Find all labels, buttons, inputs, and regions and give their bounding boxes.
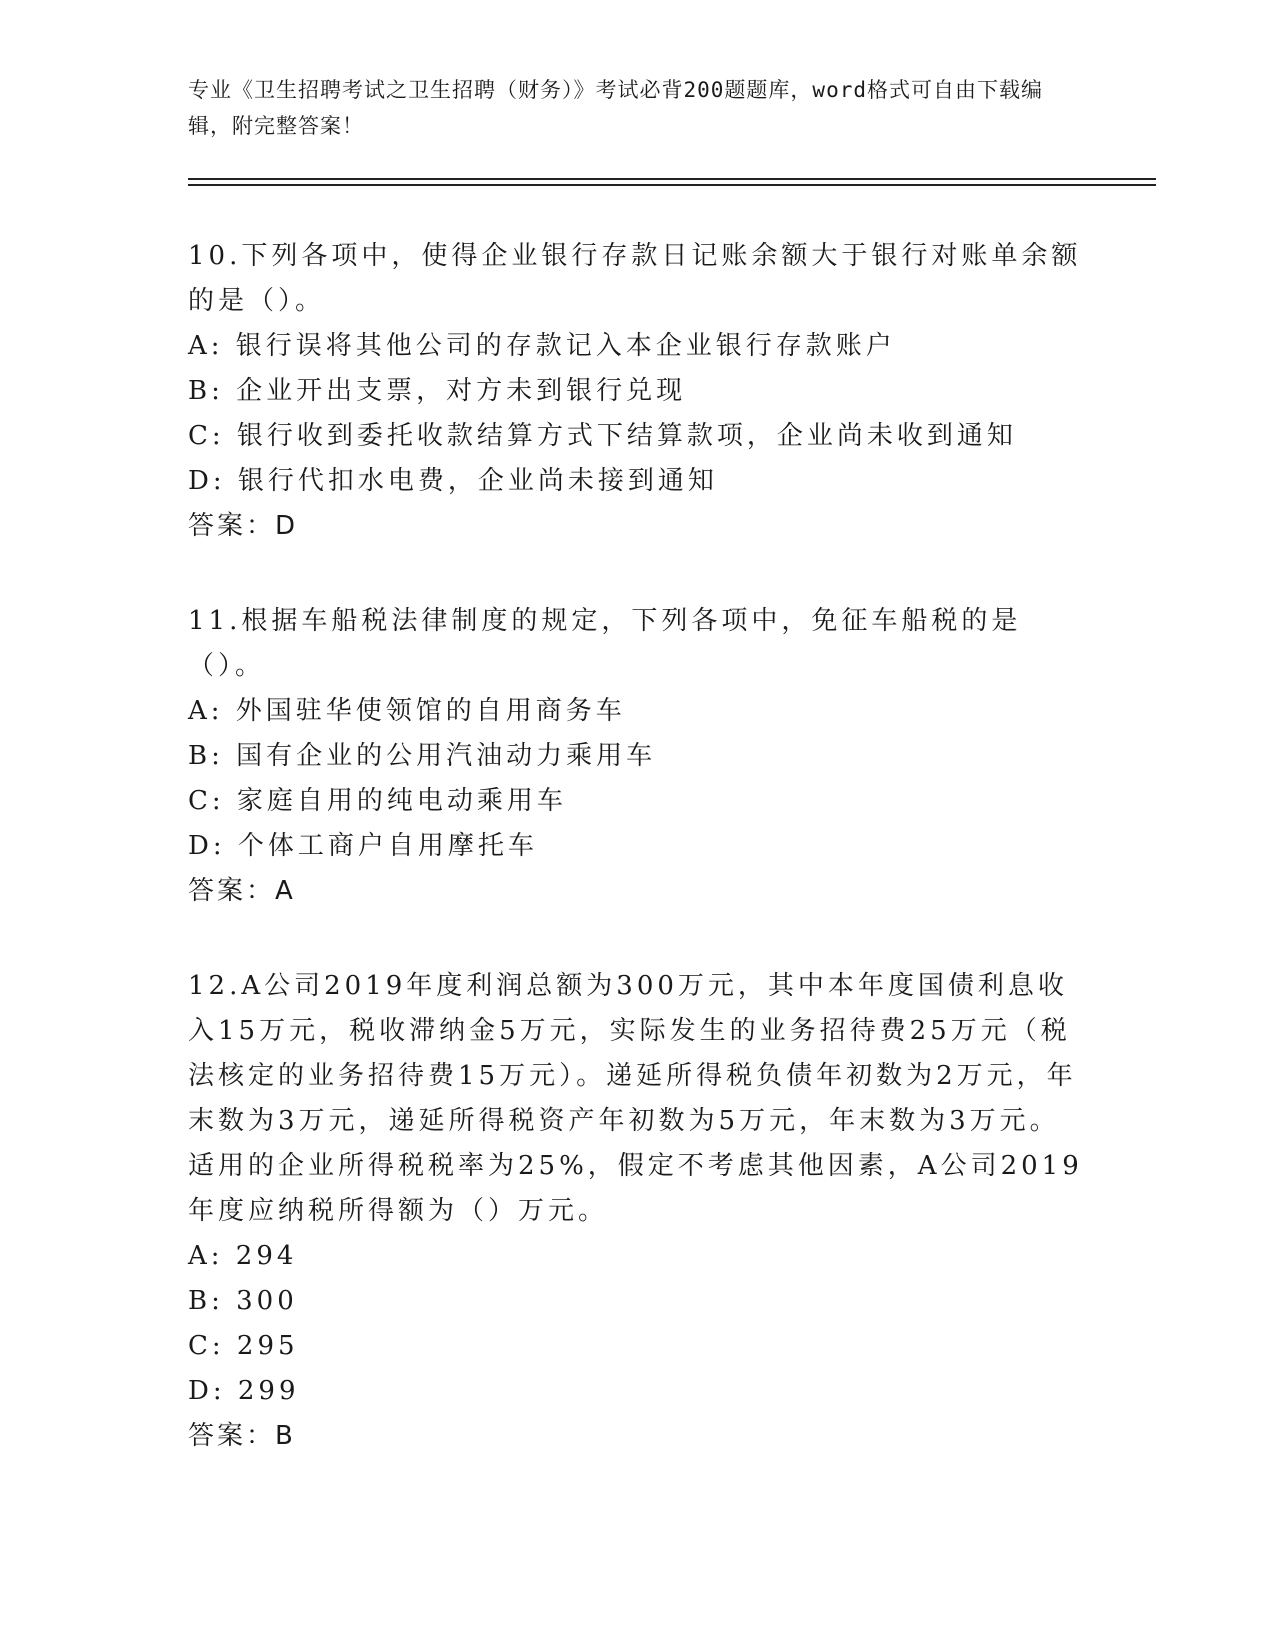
header-divider-top <box>188 178 1156 180</box>
option-b: B: 企业开出支票，对方未到银行兑现 <box>188 376 687 406</box>
option-c: C: 295 <box>188 1331 299 1361</box>
header-divider-bottom <box>188 184 1156 186</box>
option-c: C: 家庭自用的纯电动乘用车 <box>188 786 567 816</box>
question-item <box>188 964 1088 1459</box>
option-a: A: 银行误将其他公司的存款记入本企业银行存款账户 <box>188 331 896 361</box>
answer-text: 答案：B <box>188 1421 296 1451</box>
option-b: B: 300 <box>188 1286 298 1316</box>
answer-text: 答案：A <box>188 876 296 906</box>
option-c: C: 银行收到委托收款结算方式下结算款项，企业尚未收到通知 <box>188 421 1017 451</box>
option-d: D: 银行代扣水电费，企业尚未接到通知 <box>188 466 718 496</box>
question-list <box>188 234 1088 1509</box>
document-header: 专业《卫生招聘考试之卫生招聘（财务）》考试必背200题题库，word格式可自由下载编辑，附完整答案！ <box>188 78 1043 138</box>
answer-text: 答案：D <box>188 511 299 541</box>
question-text: 12.A公司2019年度利润总额为300万元，其中本年度国债利息收入15万元，税收滞纳金5万元，实际发生的业务招待费25万元（税法核定的业务招待费15万元）。递延所得税负债年初数为2万元，年末数为3万元，递延所得税资产年初数为5万元，年末数为3万元。适用的企业所得税税率为25%，假定不考虑其他因素，A公司2019年度应纳税所得额为（）万元。 <box>188 971 1083 1226</box>
option-d: D: 299 <box>188 1376 300 1406</box>
option-a: A: 294 <box>188 1241 298 1271</box>
option-b: B: 国有企业的公用汽油动力乘用车 <box>188 741 657 771</box>
option-a: A: 外国驻华使领馆的自用商务车 <box>188 696 626 726</box>
question-item <box>188 234 1088 549</box>
option-d: D: 个体工商户自用摩托车 <box>188 831 538 861</box>
question-text: 11.根据车船税法律制度的规定，下列各项中，免征车船税的是（）。 <box>188 606 1022 681</box>
question-text: 10.下列各项中，使得企业银行存款日记账余额大于银行对账单余额的是（）。 <box>188 241 1082 316</box>
question-item <box>188 599 1088 914</box>
